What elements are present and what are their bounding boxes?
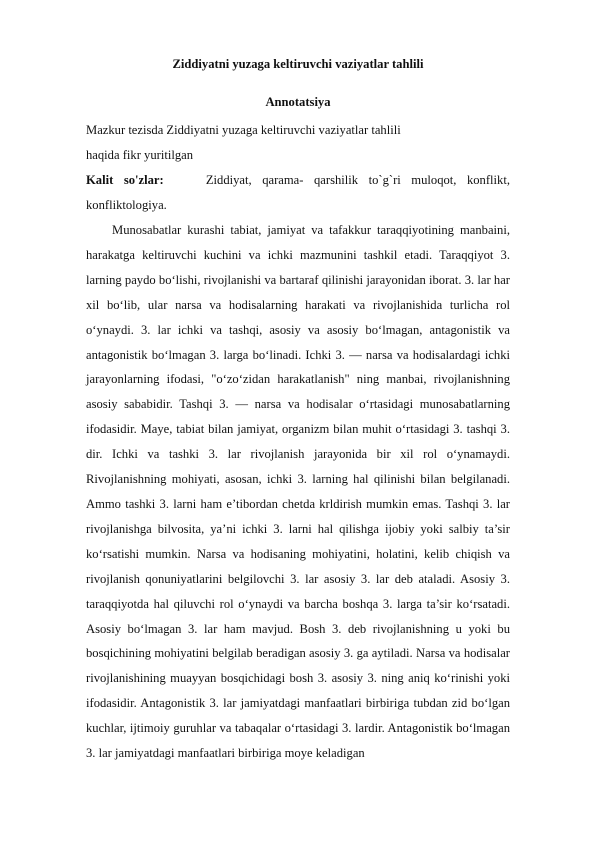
abstract-line-1: Mazkur tezisda Ziddiyatni yuzaga keltiruvchi vaziyatlar tahlili [86, 123, 401, 137]
body-paragraph: Munosabatlar kurashi tabiat, jamiyat va tafakkur taraqqiyotining manbaini, harakatga keltiruvchi kuchini va ichki mazmunini tashkil etadi. Taraqqiyot 3. larning paydo bo‘lishi, rivojlanishi va bartaraf qilinishi jarayonidan iborat. 3. lar har xil bo‘lib, ular narsa va hodisalarning harakati va rivojlanishida turlicha rol o‘ynaydi. 3. lar ichki va tashqi, asosiy va asosiy bo‘lmagan, antagonistik va antagonistik bo‘lmagan 3. larga bo‘linadi. Ichki 3. — narsa va hodisalardagi ichki jarayonlarning ifodasi, "o‘zo‘zidan harakatlanish" ning manbai, rivojlanishning asosiy sababidir. Tashqi 3. — narsa va hodisalar o‘rtasidagi munosabatlarning ifodasidir. Maye, tabiat bilan jamiyat, organizm bilan muhit o‘rtasidagi 3. tashqi 3. dir. Ichki va tashki 3. lar rivojlanish jarayonida bir xil rol o‘ynamaydi. Rivojlanishning mohiyati, asosan, ichki 3. larning hal qilinishi bilan belgilanadi. Ammo tashki 3. larni ham e’tibordan chetda krldirish mumkin emas. Tashqi 3. lar rivojlanishga bilvosita, ya’ni ichki 3. larni hal qilishga ijobiy yoki salbiy ta’sir ko‘rsatishi mumkin. Narsa va hodisaning mohiyatini, holatini, kelib chiqish va rivojlanish qonuniyatlarini belgilovchi 3. lar asosiy 3. lar deb ataladi. Asosiy 3. taraqqiyotda hal qiluvchi rol o‘ynaydi va barcha boshqa 3. larga ta’sir ko‘rsatadi. Asosiy bo‘lmagan 3. lar ham mavjud. Bosh 3. deb rivojlanishning u yoki bu bosqichining mohiyatini belgilab beradigan asosiy 3. ga aytiladi. Narsa va hodisalar rivojlanishining muayyan bosqichidagi bosh 3. asosiy 3. ning aniq ko‘rinishi yoki ifodasidir. Antagonistik 3. lar jamiyatdagi manfaatlari birbiriga tubdan zid bo‘lgan kuchlar, ijtimoiy guruhlar va tabaqalar o‘rtasidagi 3. lardir. Antagonistik bo‘lmagan 3. lar jamiyatdagi manfaatlari birbiriga moye keladigan [86, 223, 510, 761]
keywords-text: Ziddiyat, qarama- qarshilik to`g`ri muloqot, konflikt, konfliktologiya. [86, 173, 510, 212]
document-subtitle: Annotatsiya [265, 95, 331, 109]
keywords-paragraph [86, 168, 510, 218]
keywords-label: Kalit so'zlar: [86, 173, 164, 187]
abstract-line-2: haqida fikr yuritilgan [86, 148, 194, 162]
document-title: Ziddiyatni yuzaga keltiruvchi vaziyatlar tahlili [172, 57, 424, 71]
